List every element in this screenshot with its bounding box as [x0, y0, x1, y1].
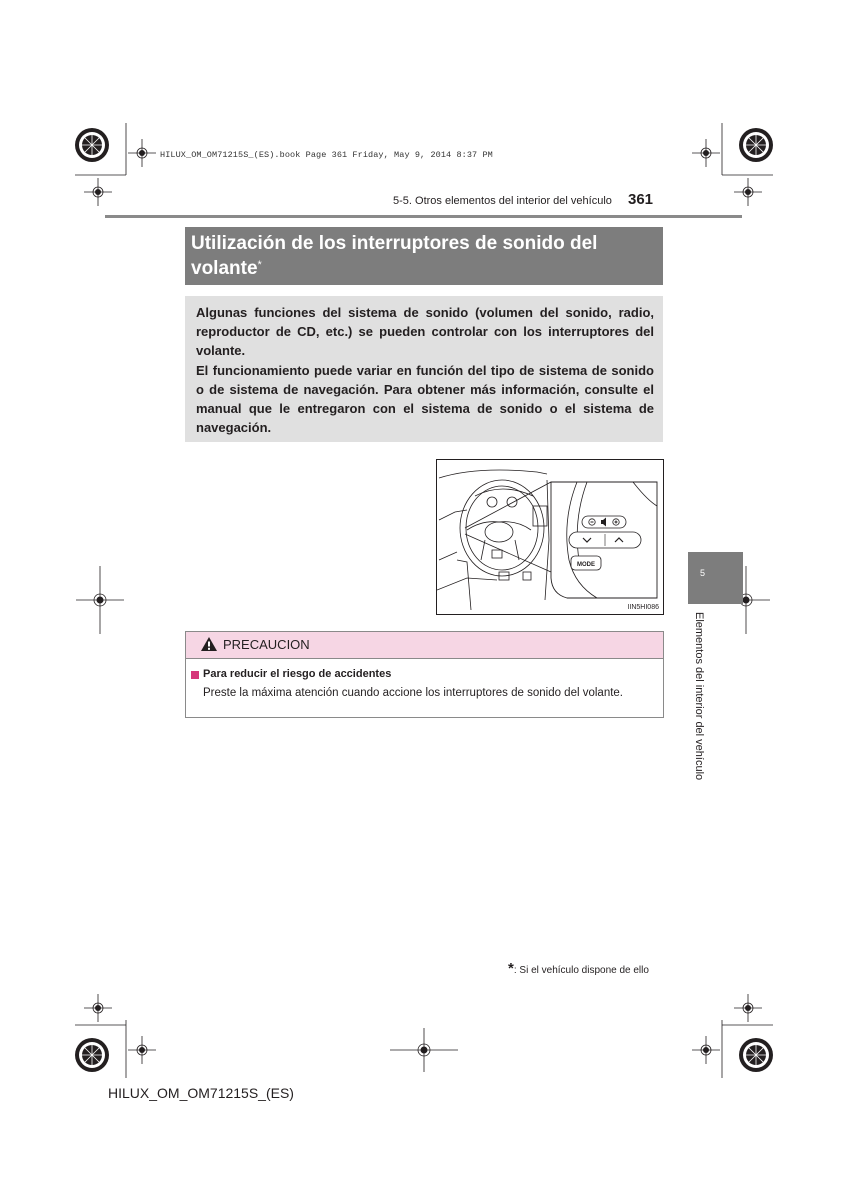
mode-button-label: MODE — [577, 562, 595, 568]
section-title — [191, 231, 657, 281]
chapter-label: Elementos del interior del vehículo — [693, 612, 705, 781]
caution-bullet-square — [191, 671, 199, 679]
figure-code: IIN5HI086 — [627, 604, 659, 611]
running-head: 5-5. Otros elementos del interior del vehículo — [393, 195, 612, 207]
caution-text: Preste la máxima atención cuando accione los interruptores de sonido del volante. — [203, 687, 623, 699]
footnote-asterisk: * — [508, 960, 514, 977]
footer-code: HILUX_OM_OM71215S_(ES) — [108, 1085, 294, 1101]
steering-wheel-illustration — [436, 459, 664, 615]
intro-box — [185, 296, 663, 442]
footnote — [508, 960, 649, 977]
section-title-text: Utilización de los interruptores de sonido del volante — [191, 233, 598, 279]
print-line: HILUX_OM_OM71215S_(ES).book Page 361 Friday, May 9, 2014 8:37 PM — [160, 150, 493, 160]
caution-subtitle: Para reducir el riesgo de accidentes — [203, 668, 392, 680]
header-rule — [105, 215, 742, 218]
starburst-mark-br — [739, 1038, 773, 1072]
starburst-mark-tl — [75, 128, 109, 162]
warning-triangle-icon — [200, 636, 218, 652]
intro-paragraph-1: Algunas funciones del sistema de sonido (volumen del sonido, radio, reproductor de CD, etc.) se pueden controlar con los interruptores del volante. — [196, 305, 654, 358]
page-number: 361 — [628, 191, 654, 208]
steering-wheel-drawing — [437, 460, 663, 614]
chapter-tab — [688, 552, 743, 604]
footnote-text: : Si el vehículo dispone de ello — [513, 965, 649, 976]
section-title-box — [185, 227, 663, 285]
intro-paragraph-2: El funcionamiento puede variar en función del tipo de sistema de sonido o de sistema de navegación. Para obtener más información, consulte el manual que le entregaron con el sistema de sonido o el sistema de navegación. — [196, 363, 654, 435]
starburst-mark-tr — [739, 128, 773, 162]
caution-header — [186, 632, 663, 659]
caution-box — [185, 631, 664, 718]
chapter-number: 5 — [700, 568, 706, 578]
starburst-mark-bl — [75, 1038, 109, 1072]
caution-title: PRECAUCION — [223, 637, 310, 652]
title-asterisk: * — [257, 259, 262, 271]
